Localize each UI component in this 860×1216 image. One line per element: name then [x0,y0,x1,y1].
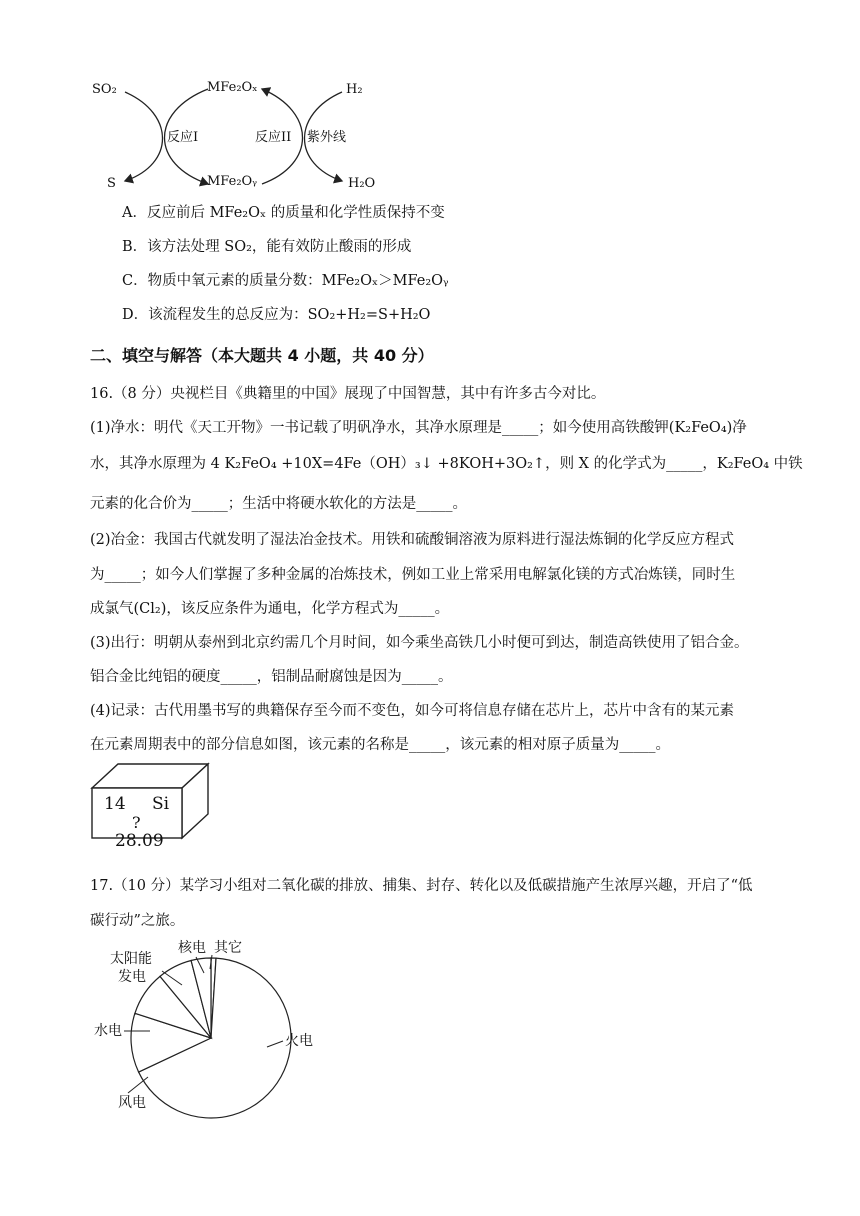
pie-label-0: 火电 [285,1033,313,1049]
element-number: 14 [104,794,126,814]
cycle-diagram [80,74,400,199]
label-h2: H₂ [346,82,363,97]
label-reaction1: 反应I [167,130,199,145]
pie-label-2: 水电 [94,1023,122,1039]
element-mass: 28.09 [115,831,164,851]
q16-p2-line3: 成氯气(Cl₂)，该反应条件为通电，化学方程式为_____。 [90,601,450,617]
pie-chart-svg [90,935,350,1120]
q16-p3-line1: (3)出行：明朝从泰州到北京约需几个月时间，如今乘坐高铁几小时便可到达，制造高铁使用了铝合金。 [90,635,749,651]
q16-intro: 16.（8 分）央视栏目《典籍里的中国》展现了中国智慧，其中有许多古今对比。 [90,386,606,402]
q16-p1-line1: (1)净水：明代《天工开物》一书记载了明矾净水，其净水原理是_____；如今使用高铁酸钾(K₂FeO₄)净 [90,420,747,436]
q16-p1-line2: 水，其净水原理为 4 K₂FeO₄ +10X=4Fe（OH）₃↓ +8KOH+3O₂↑，则 X 的化学式为_____，K₂FeO₄ 中铁 [90,456,803,472]
section-heading: 二、填空与解答（本大题共 4 小题，共 40 分） [90,346,434,365]
option-c: C．物质中氧元素的质量分数：MFe₂Oₓ＞MFe₂Oᵧ [122,273,449,289]
arrow-so2-to-s [125,92,163,181]
option-b: B．该方法处理 SO₂，能有效防止酸雨的形成 [122,239,412,255]
q16-p2-line1: (2)冶金：我国古代就发明了湿法冶金技术。用铁和硫酸铜溶液为原料进行湿法炼铜的化学反应方程式 [90,532,735,548]
element-card [90,762,214,851]
pie-chart [90,935,350,1120]
pie-label-4: 核电 [178,940,206,956]
pie-label-3: 太阳能发电 [110,951,152,985]
q17-line1: 17.（10 分）某学习小组对二氧化碳的排放、捕集、封存、转化以及低碳措施产生浓厚兴趣，开启了“低 [90,878,753,894]
q16-p4-line1: (4)记录：古代用墨书写的典籍保存至今而不变色，如今可将信息存储在芯片上，芯片中含有的某元素 [90,703,735,719]
pie-label-1: 风电 [118,1095,146,1111]
q17-line2: 碳行动”之旅。 [90,913,185,929]
option-a: A．反应前后 MFe₂Oₓ 的质量和化学性质保持不变 [122,205,445,221]
q16-p4-line2: 在元素周期表中的部分信息如图，该元素的名称是_____，该元素的相对原子质量为_____。 [90,737,670,753]
label-s: S [107,176,116,191]
label-h2o: H₂O [348,176,376,191]
label-mfe2ox: MFe₂Oₓ [207,80,258,95]
q16-p3-line2: 铝合金比纯铝的硬度_____，铝制品耐腐蚀是因为_____。 [90,669,453,685]
pie-leader-1 [128,1077,148,1093]
label-uv: 紫外线 [307,130,347,145]
label-mfe2oy: MFe₂Oᵧ [207,174,258,189]
label-reaction2: 反应II [255,130,292,145]
label-so2: SO₂ [92,82,117,97]
pie-label-5: 其它 [214,940,242,956]
element-name: ? [132,813,141,832]
element-symbol: Si [152,794,170,814]
q16-p2-line2: 为_____；如今人们掌握了多种金属的冶炼技术，例如工业上常采用电解氯化镁的方式冶炼镁，同时生 [90,567,736,583]
q16-p1-line3: 元素的化合价为_____；生活中将硬水软化的方法是_____。 [90,496,467,512]
option-d: D．该流程发生的总反应为：SO₂+H₂=S+H₂O [122,307,431,323]
